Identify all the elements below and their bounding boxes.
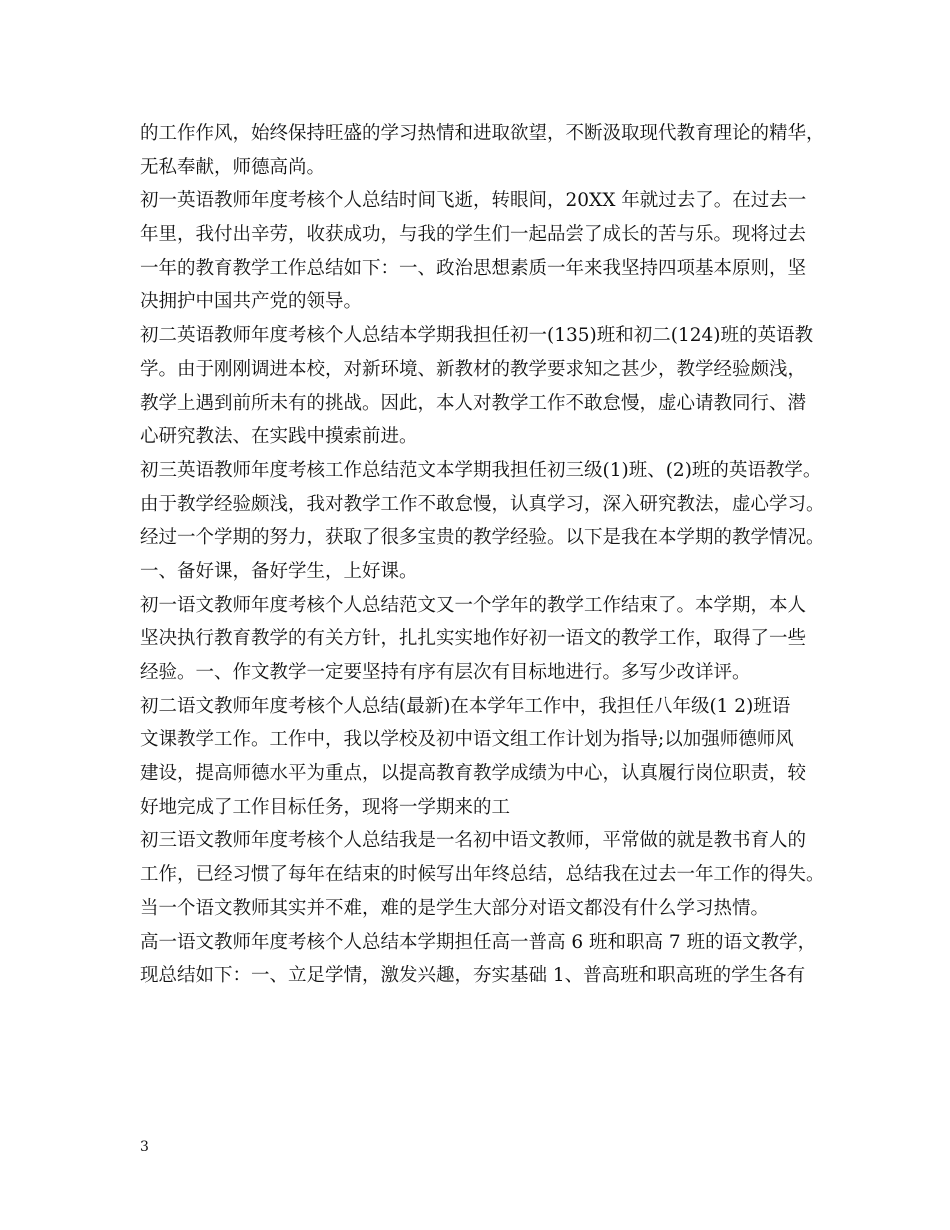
text-line: 初二英语教师年度考核个人总结本学期我担任初一(135)班和初二(124)班的英语教 <box>140 325 813 347</box>
text-line: 初三英语教师年度考核工作总结范文本学期我担任初三级(1)班、(2)班的英语教学。 <box>140 459 822 481</box>
body-text <box>140 117 830 993</box>
page-number: 3 <box>140 1139 149 1155</box>
text-line: 心研究教法、在实践中摸索前进。 <box>140 426 418 448</box>
text-line: 初二语文教师年度考核个人总结(最新)在本学年工作中，我担任八年级(1 2)班语 <box>140 695 791 717</box>
text-line: 由于教学经验颇浅，我对教学工作不敢怠慢，认真学习，深入研究教法，虚心学习。 <box>140 493 825 515</box>
text-line: 的工作作风，始终保持旺盛的学习热情和进取欲望，不断汲取现代教育理论的精华， <box>140 123 825 144</box>
text-line: 现总结如下：一、立足学情，激发兴趣，夯实基础 1、普高班和职高班的学生各有 <box>140 965 806 987</box>
text-line: 无私奉献，师德高尚。 <box>140 156 326 178</box>
text-line: 经验。一、作文教学一定要坚持有序有层次有目标地进行。多写少改详评。 <box>140 662 751 683</box>
text-line: 初一语文教师年度考核个人总结范文又一个学年的教学工作结束了。本学期，本人 <box>140 594 807 616</box>
text-line: 建设，提高师德水平为重点，以提高教育教学成绩为中心，认真履行岗位职责，较 <box>140 763 807 785</box>
text-line: 高一语文教师年度考核个人总结本学期担任高一普高 6 班和职高 7 班的语文教学， <box>140 931 817 953</box>
text-line: 初三语文教师年度考核个人总结我是一名初中语文教师，平常做的就是教书育人的 <box>140 830 807 852</box>
text-line: 工作，已经习惯了每年在结束的时候写出年终总结，总结我在过去一年工作的得失。 <box>140 864 825 886</box>
text-line: 年里，我付出辛劳，收获成功，与我的学生们一起品尝了成长的苦与乐。现将过去 <box>140 224 807 246</box>
text-line: 好地完成了工作目标任务，现将一学期来的工 <box>140 796 511 818</box>
text-line: 学。由于刚刚调进本校，对新环境、新教材的教学要求知之甚少，教学经验颇浅， <box>140 358 807 380</box>
text-line: 决拥护中国共产党的领导。 <box>140 291 363 313</box>
text-line: 坚决执行教育教学的有关方针，扎扎实实地作好初一语文的教学工作，取得了一些 <box>140 628 807 650</box>
text-line: 经过一个学期的努力，获取了很多宝贵的教学经验。以下是我在本学期的教学情况。 <box>140 527 825 549</box>
text-line: 一、备好课，备好学生，上好课。 <box>140 560 418 582</box>
text-line: 一年的教育教学工作总结如下：一、政治思想素质一年来我坚持四项基本原则，坚 <box>140 257 807 279</box>
text-line: 文课教学工作。工作中，我以学校及初中语文组工作计划为指导;以加强师德师风 <box>140 729 794 751</box>
text-line: 教学上遇到前所未有的挑战。因此，本人对教学工作不敢怠慢，虚心请教同行、潜 <box>140 392 807 414</box>
text-line: 当一个语文教师其实并不难，难的是学生大部分对语文都没有什么学习热情。 <box>140 897 770 919</box>
text-line: 初一英语教师年度考核个人总结时间飞逝，转眼间，20XX 年就过去了。在过去一 <box>140 190 807 212</box>
